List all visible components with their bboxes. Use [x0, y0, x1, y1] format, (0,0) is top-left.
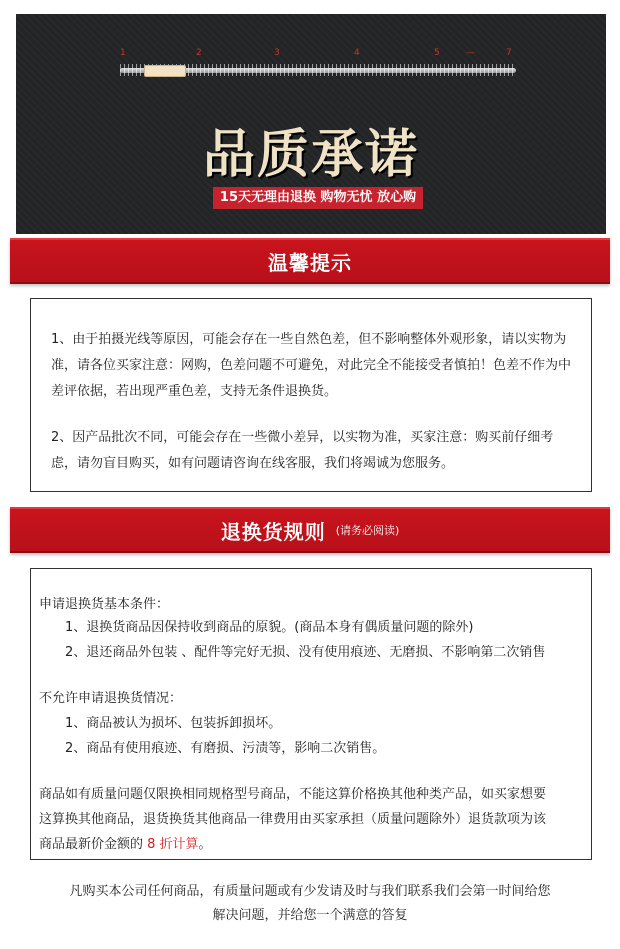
tips-paragraph-1: 1、由于拍摄光线等原因，可能会存在一些自然色差，但不影响整体外观形象，请以实物为准，请各位买家注意：网购，色差问题不可避免，对此完全不能接受者慎拍！色差不作为中差评依据，若出现严重色差，支持无条件退换货。	[51, 332, 572, 399]
ruler-numbers	[16, 48, 606, 62]
ruler-label: 2	[196, 48, 202, 58]
basic-condition-item: 1、退换货商品因保持收到商品的原貌。(商品本身有偶质量问题的除外)	[65, 620, 474, 635]
ruler-label: 5	[434, 48, 440, 58]
exchange-suffix: 。	[198, 837, 212, 852]
quality-promise-hero	[16, 14, 606, 234]
discount-highlight: 8 折计算	[147, 837, 199, 852]
rules-title: 退换货规则	[220, 519, 326, 544]
ruler-label: 3	[274, 48, 280, 58]
exchange-policy-line: 商品如有质量问题仅限换相同规格型号商品，不能这算价格换其他种类产品，如买家想要	[39, 787, 547, 802]
hero-subtitle: 15天无理由退换 购物无忧 放心购	[213, 187, 423, 209]
tips-box	[30, 298, 592, 492]
exchange-policy-line: 这算换其他商品，退货换货其他商品一律费用由买家承担（质量问题除外）退货款项为该	[39, 812, 547, 827]
ruler-knob	[144, 65, 186, 77]
rules-box	[30, 568, 592, 860]
deny-conditions-heading: 不允许申请退换货情况：	[39, 691, 183, 706]
footer-line-1: 凡购买本公司任何商品，有质量问题或有少发请及时与我们联系我们会第一时间给您	[69, 884, 551, 899]
basic-condition-item: 2、退还商品外包装 、配件等完好无损、没有使用痕迹、无磨损、不影响第二次销售	[65, 645, 546, 660]
exchange-prefix: 商品最新价金额的	[39, 837, 148, 852]
ruler-label: —	[466, 48, 475, 58]
tips-paragraph-2: 2、因产品批次不同，可能会存在一些微小差异，以实物为准，买家注意：购买前仔细考虑，请勿盲目购买，如有问题请咨询在线客服，我们将竭诚为您服务。	[51, 430, 554, 471]
basic-conditions-heading: 申请退换货基本条件：	[39, 597, 170, 612]
footer-note	[20, 880, 600, 928]
rules-banner	[10, 507, 610, 553]
deny-condition-item: 2、商品有使用痕迹、有磨损、污渍等，影响二次销售。	[65, 741, 386, 756]
tips-banner	[10, 238, 610, 284]
footer-line-2: 解决问题，并给您一个满意的答复	[212, 908, 408, 923]
rules-note: (请务必阅读)	[335, 524, 400, 537]
deny-condition-item: 1、商品被认为损坏、包装拆卸损坏。	[65, 716, 282, 731]
tips-title: 温馨提示	[268, 250, 352, 275]
exchange-policy-line	[39, 833, 212, 852]
hero-title: 品质承诺	[202, 124, 419, 185]
ruler-label: 7	[506, 48, 512, 58]
ruler-label: 1	[120, 48, 126, 58]
ruler-label: 4	[354, 48, 360, 58]
